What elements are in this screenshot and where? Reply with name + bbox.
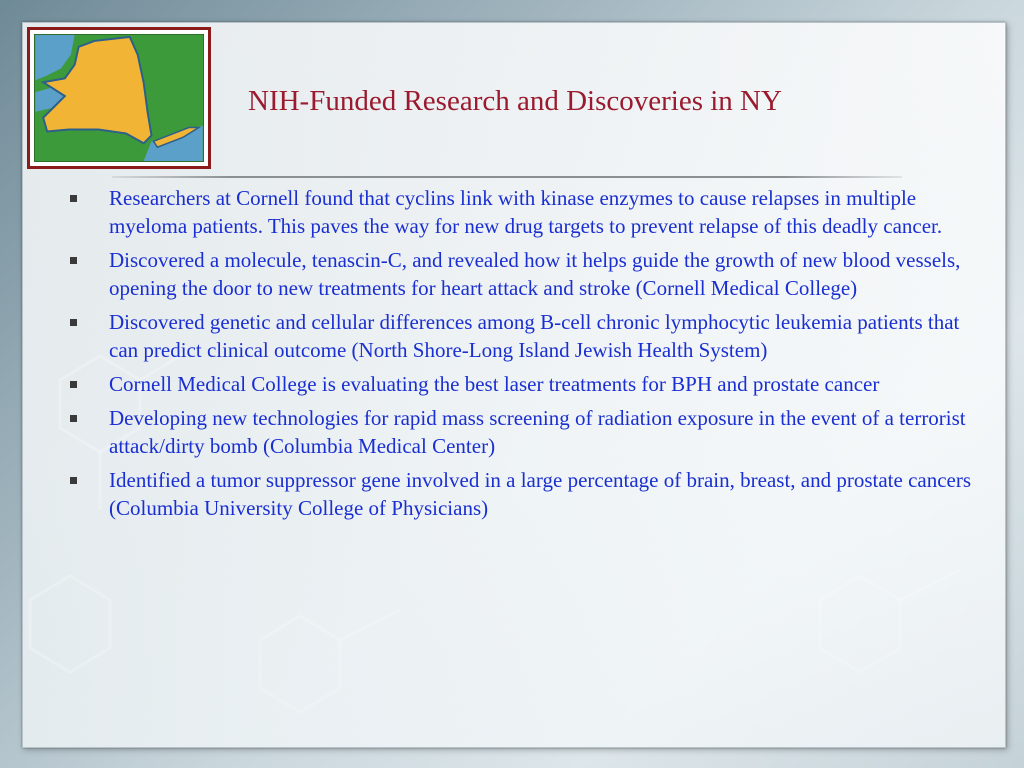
list-item-text: Researchers at Cornell found that cyclins link with kinase enzymes to cause relapses in multiple myeloma patients. This paves the way for new drug targets to prevent relapse of this deadly cancer. bbox=[109, 186, 943, 238]
list-item-text: Identified a tumor suppressor gene involved in a large percentage of brain, breast, and prostate cancers (Columbia University College of Physicians) bbox=[109, 468, 972, 520]
list-item-text: Cornell Medical College is evaluating the best laser treatments for BPH and prostate cancer bbox=[109, 372, 880, 396]
list-item bbox=[70, 404, 990, 460]
slide-title: NIH-Funded Research and Discoveries in NY bbox=[248, 85, 782, 117]
list-item bbox=[70, 184, 990, 240]
list-item bbox=[70, 466, 990, 522]
square-bullet-icon bbox=[70, 415, 77, 422]
square-bullet-icon bbox=[70, 477, 77, 484]
bullet-list bbox=[70, 184, 990, 528]
logo bbox=[27, 27, 211, 169]
square-bullet-icon bbox=[70, 195, 77, 202]
square-bullet-icon bbox=[70, 381, 77, 388]
new-york-state-map-icon bbox=[35, 35, 203, 161]
list-item bbox=[70, 246, 990, 302]
list-item bbox=[70, 308, 990, 364]
list-item-text: Discovered genetic and cellular differences among B-cell chronic lymphocytic leukemia patients that can predict clinical outcome (North Shore-Long Island Jewish Health System) bbox=[109, 310, 960, 362]
list-item bbox=[70, 370, 990, 398]
list-item-text: Discovered a molecule, tenascin-C, and revealed how it helps guide the growth of new blood vessels, opening the door to new treatments for heart attack and stroke (Cornell Medical College) bbox=[109, 248, 961, 300]
list-item-text: Developing new technologies for rapid mass screening of radiation exposure in the event of a terrorist attack/dirty bomb (Columbia Medical Center) bbox=[109, 406, 966, 458]
square-bullet-icon bbox=[70, 319, 77, 326]
square-bullet-icon bbox=[70, 257, 77, 264]
logo-background bbox=[34, 34, 204, 162]
title-divider bbox=[112, 176, 902, 178]
